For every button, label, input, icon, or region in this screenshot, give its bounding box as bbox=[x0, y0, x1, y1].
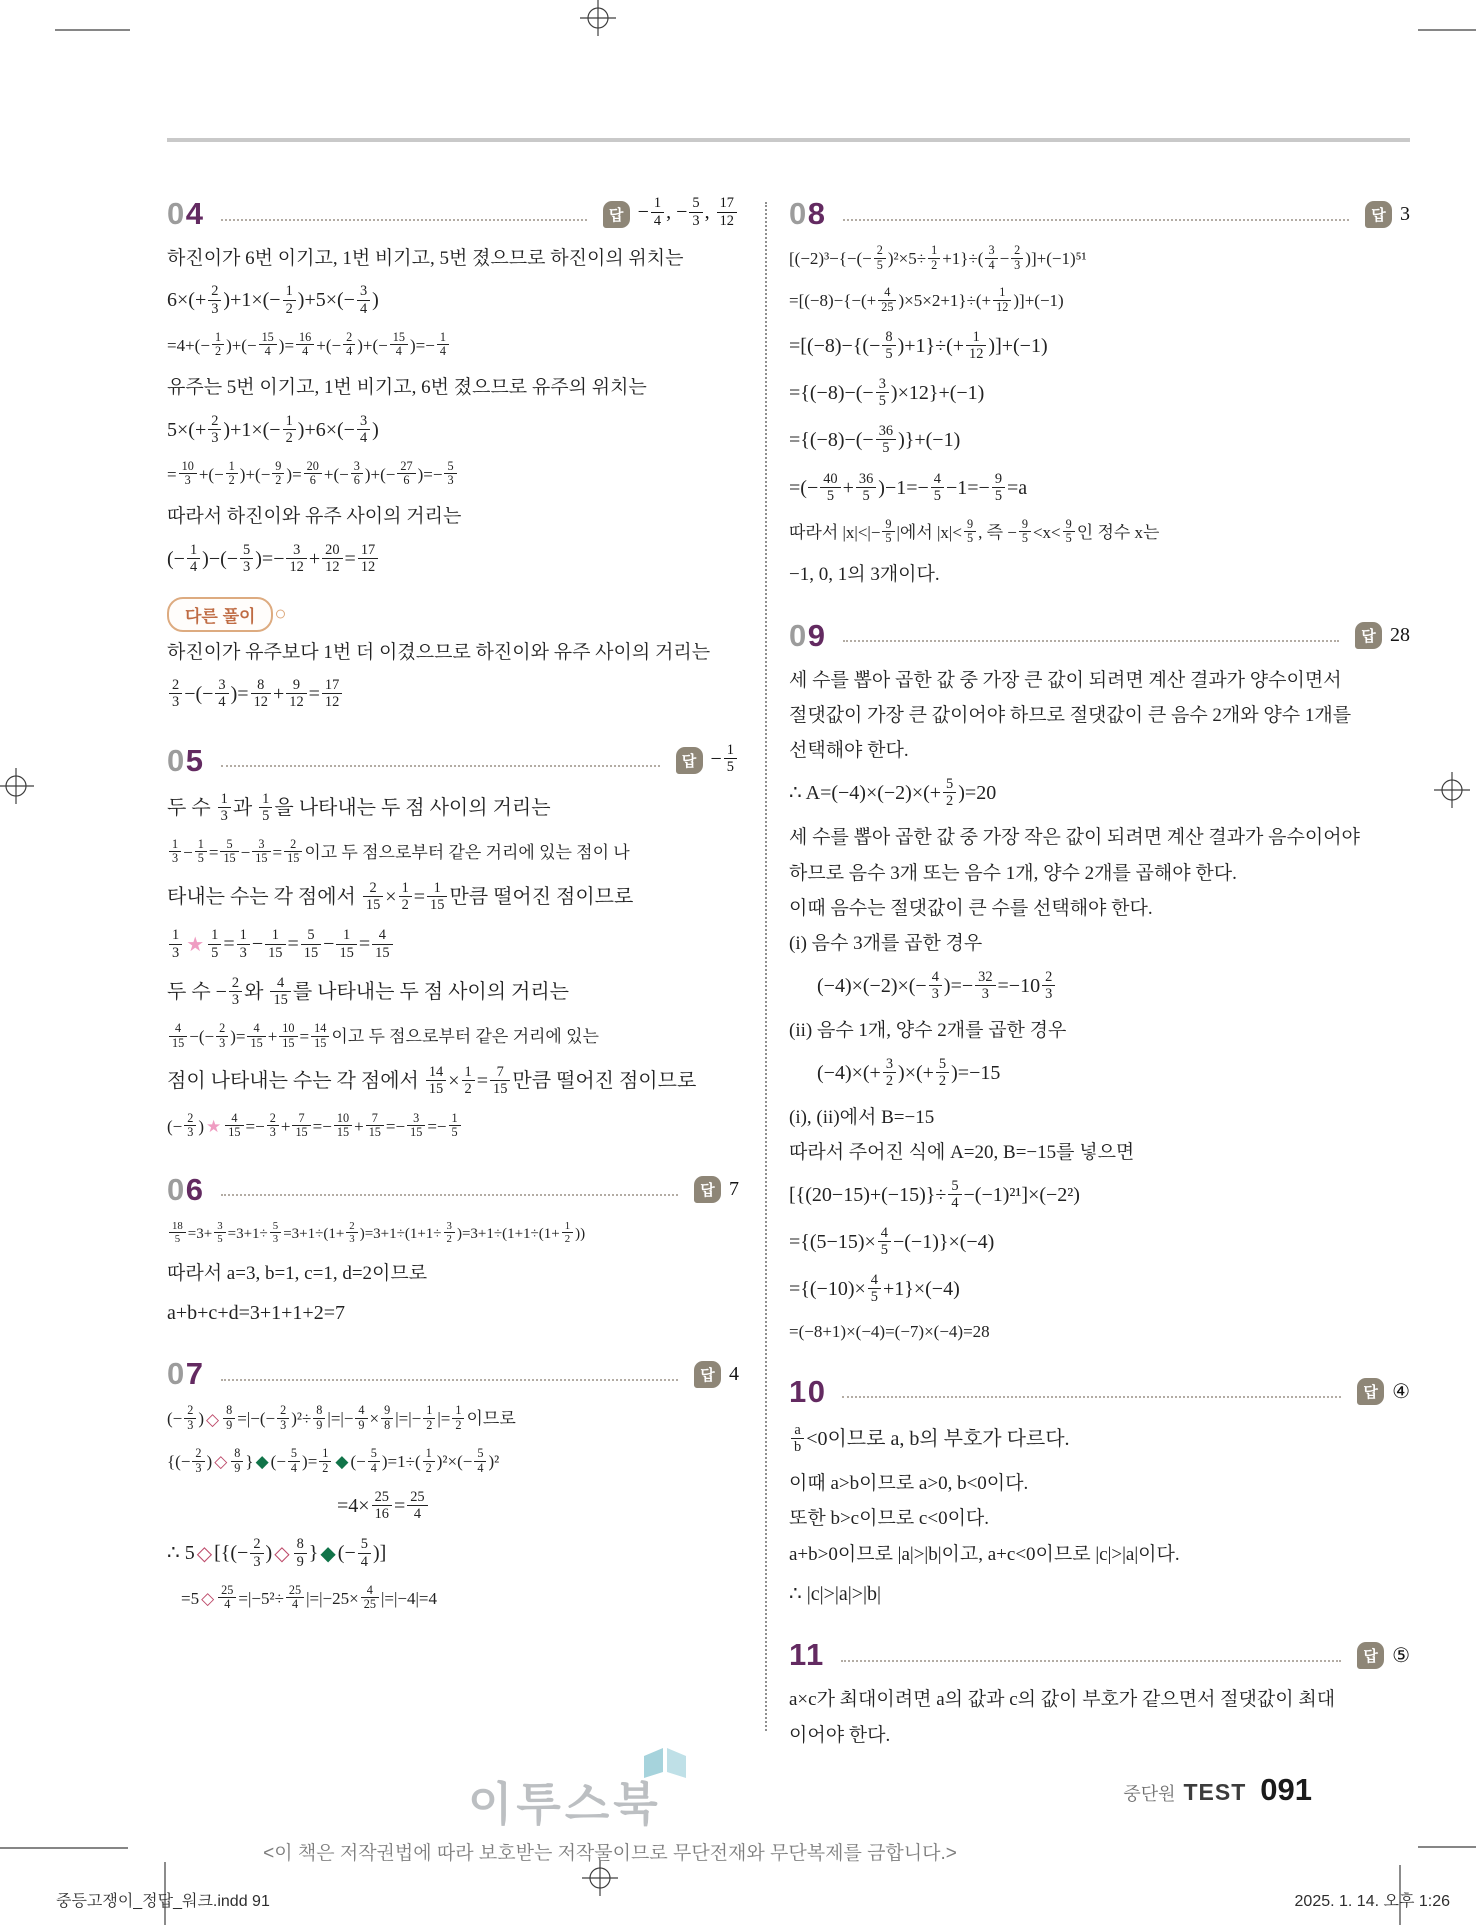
section-number: 09 bbox=[789, 617, 827, 653]
fraction: $\frac{2}{3}$ bbox=[192, 1447, 204, 1475]
solution-line: $\frac{4}{15}$ −(− $\frac{2}{3}$ )= $\frac{4}{15}$ + $\frac{10}{15}$ = $\frac{14}{15}$ 이고 두 점으로부터 같은 거리에 있는 bbox=[167, 1022, 739, 1054]
solution-line: = $\frac{10}{3}$ +(− $\frac{1}{2}$ )+(− $\frac{9}{2}$ )= $\frac{20}{6}$ +(− $\frac{3}{6}$ )+(− $\frac{27}{6}$ )=− $\frac{5}{3}$ bbox=[167, 460, 739, 492]
solution-line: =5 ◇ $\frac{25}{4}$ =|−5²÷ $\frac{25}{4}$ |=|−25× $\frac{4}{25}$ |=|−4|=4 bbox=[181, 1582, 437, 1612]
fraction: $\frac{1}{2}$ bbox=[452, 1404, 464, 1432]
problem-section-06 bbox=[167, 1172, 739, 1329]
solution-line: =[(−8)−{−(+ $\frac{4}{25}$ )×5×2+1}÷(+ $\frac{1}{12}$ )]+(−1) bbox=[789, 285, 1064, 315]
fraction: $\frac{36}{5}$ bbox=[856, 471, 876, 504]
fraction: $\frac{9}{5}$ bbox=[1063, 518, 1075, 546]
fraction: $\frac{1}{2}$ bbox=[283, 283, 296, 316]
fraction: $\frac{1}{15}$ bbox=[265, 927, 285, 960]
fraction: $\frac{1}{3}$ bbox=[169, 927, 182, 960]
section-header bbox=[167, 1172, 739, 1208]
fraction: $\frac{10}{15}$ bbox=[279, 1022, 297, 1050]
fraction: $\frac{4}{5}$ bbox=[878, 1225, 891, 1258]
dotted-leader bbox=[842, 1395, 1341, 1398]
solution-line: [{(20−15)+(−15)}÷ $\frac{5}{4}$ −(−1)²¹]×(−2²) bbox=[789, 1177, 1080, 1211]
problem-section-11 bbox=[789, 1637, 1410, 1750]
dotted-leader bbox=[843, 639, 1340, 642]
fraction: $\frac{1}{2}$ bbox=[399, 880, 412, 913]
fraction: $\frac{8}{5}$ bbox=[882, 329, 895, 362]
fraction: $\frac{5}{4}$ bbox=[474, 1447, 486, 1475]
section-header bbox=[789, 1637, 1410, 1673]
solution-line: (ii) 음수 1개, 양수 2개를 곱한 경우 bbox=[789, 1020, 1067, 1042]
fraction: $\frac{8}{12}$ bbox=[251, 677, 271, 710]
fraction: $\frac{8}{9}$ bbox=[313, 1404, 325, 1432]
section-number: 04 bbox=[167, 196, 205, 231]
fraction: $\frac{1}{5}$ bbox=[195, 838, 207, 866]
solution-line: 6×(+ $\frac{2}{3}$ )+1×(− $\frac{1}{2}$ )+5×(− $\frac{3}{4}$ ) bbox=[167, 283, 379, 317]
solution-line: 두 수 $\frac{1}{3}$ 과 $\frac{1}{5}$ 을 나타내는 두 점 사이의 거리는 bbox=[167, 790, 551, 824]
fraction: $\frac{5}{2}$ bbox=[943, 776, 956, 809]
page-footer-label bbox=[1123, 1772, 1312, 1808]
fraction: $\frac{1}{5}$ bbox=[259, 791, 272, 824]
fraction: $\frac{4}{9}$ bbox=[355, 1404, 367, 1432]
fraction: $\frac{1}{2}$ bbox=[226, 460, 238, 488]
fraction: $\frac{25}{4}$ bbox=[218, 1584, 236, 1612]
answer-badge bbox=[1355, 622, 1410, 649]
answer-badge bbox=[694, 1361, 739, 1388]
section-number: 05 bbox=[167, 742, 205, 778]
section-header bbox=[789, 1374, 1410, 1410]
fraction: $\frac{5}{3}$ bbox=[270, 1220, 281, 1245]
answer-badge-icon: 답 bbox=[603, 201, 630, 228]
fraction: $\frac{9}{5}$ bbox=[882, 518, 894, 546]
fraction: $\frac{9}{5}$ bbox=[1019, 518, 1031, 546]
solution-line: $\frac{a}{b}$ <0이므로 a, b의 부호가 다르다. bbox=[789, 1422, 1410, 1459]
fraction: $\frac{1}{5}$ bbox=[449, 1112, 461, 1140]
solution-line: a×c가 최대이려면 a의 값과 c의 값이 부호가 같으면서 절댓값이 최대 bbox=[789, 1689, 1336, 1711]
solution-line: 또한 b>c이므로 c<0이다. bbox=[789, 1508, 990, 1530]
fraction: $\frac{1}{2}$ bbox=[462, 1064, 475, 1097]
section-number: 11 bbox=[789, 1637, 825, 1673]
fraction: $\frac{5}{3}$ bbox=[689, 196, 702, 229]
alt-solution-label: 다른 풀이 bbox=[167, 597, 273, 632]
answer-value: 3 bbox=[1400, 202, 1410, 225]
section-number: 10 bbox=[789, 1373, 827, 1409]
solution-line: (− $\frac{2}{3}$ ) ★ $\frac{4}{15}$ =− $\frac{2}{3}$ + $\frac{7}{15}$ =− $\frac{10}{15}$ + $\frac{7}{15}$ =− $\frac{3}{15}$ =− $\frac{1}{5}$ bbox=[167, 1112, 739, 1144]
fraction: $\frac{1}{5}$ bbox=[208, 927, 221, 960]
fraction: $\frac{5}{2}$ bbox=[936, 1056, 949, 1089]
solution-line: −1, 0, 1의 3개이다. bbox=[789, 564, 940, 586]
filled-diamond-operator-icon: ◆ bbox=[255, 1451, 269, 1471]
solution-line: ={(5−15)× $\frac{4}{5}$ −(−1)}×(−4) bbox=[789, 1224, 995, 1259]
solution-line: 이어야 한다. bbox=[789, 1724, 891, 1746]
solution-line: a+b>0이므로 |a|>|b|이고, a+c<0이므로 |c|>|a|이다. bbox=[789, 1543, 1180, 1565]
solution-line: ∴ |c|>|a|>|b| bbox=[789, 1583, 882, 1606]
fraction: $\frac{2}{3}$ bbox=[216, 1022, 228, 1050]
fraction: $\frac{4}{25}$ bbox=[361, 1584, 379, 1612]
column-left bbox=[167, 196, 739, 1761]
solution-line: (− $\frac{1}{4}$ )−(− $\frac{5}{3}$ )=− $\frac{3}{12}$ + $\frac{20}{12}$ = $\frac{17}{12}$ bbox=[167, 542, 739, 579]
fraction: $\frac{14}{15}$ bbox=[311, 1022, 329, 1050]
dotted-leader bbox=[221, 764, 660, 767]
solution-line: (−4)×(+ $\frac{3}{2}$ )×(+ $\frac{5}{2}$ )=−15 bbox=[817, 1055, 1001, 1089]
fraction: $\frac{25}{4}$ bbox=[286, 1584, 304, 1612]
print-timestamp: 2025. 1. 14. 오후 1:26 bbox=[1294, 1893, 1450, 1910]
fraction: $\frac{5}{4}$ bbox=[368, 1447, 380, 1475]
solution-line: 따라서 |x|<|− $\frac{9}{5}$ |에서 |x|< $\frac{9}{5}$ , 즉 − $\frac{9}{5}$ <x< $\frac{9}{5}$ 인 정수 x는 bbox=[789, 516, 1160, 546]
fraction: $\frac{2}{3}$ bbox=[346, 1220, 357, 1245]
open-diamond-operator-icon: ◇ bbox=[201, 1588, 215, 1608]
fraction: $\frac{2}{3}$ bbox=[184, 1112, 196, 1140]
fraction: $\frac{1}{2}$ bbox=[283, 413, 296, 446]
fraction: $\frac{2}{4}$ bbox=[343, 331, 355, 359]
answer-badge bbox=[694, 1176, 739, 1203]
fraction: $\frac{2}{3}$ bbox=[229, 975, 242, 1008]
fraction: $\frac{17}{12}$ bbox=[322, 677, 342, 710]
solution-line: {(− $\frac{2}{3}$ ) ◇ $\frac{8}{9}$ } ◆ (− $\frac{5}{4}$ )= $\frac{1}{2}$ ◆ (− $\frac{5}{4}$ )=1÷( $\frac{1}{2}$ )²×(− $\frac{5}{4}$ )² bbox=[167, 1445, 500, 1475]
fraction: $\frac{32}{3}$ bbox=[975, 969, 995, 1002]
problem-section-08 bbox=[789, 196, 1410, 590]
fraction: $\frac{14}{15}$ bbox=[426, 1064, 446, 1097]
fraction: $\frac{7}{15}$ bbox=[292, 1112, 310, 1140]
section-number: 07 bbox=[167, 1356, 205, 1392]
answer-badge bbox=[1365, 201, 1410, 228]
problem-section-04 bbox=[167, 196, 739, 715]
solution-line: (−4)×(−2)×(− $\frac{4}{3}$ )=− $\frac{32}{3}$ =−10 $\frac{2}{3}$ bbox=[817, 969, 1410, 1006]
answer-badge bbox=[1357, 1378, 1410, 1405]
problem-section-10 bbox=[789, 1374, 1410, 1610]
solution-line: $\frac{1}{3}$ − $\frac{1}{5}$ = $\frac{5}{15}$ − $\frac{3}{15}$ = $\frac{2}{15}$ 이고 두 점으로부터 같은 거리에 있는 점이 나 bbox=[167, 838, 739, 870]
fraction: $\frac{9}{5}$ bbox=[964, 518, 976, 546]
solution-line: [(−2)³−{−(− $\frac{2}{5}$ )²×5÷ $\frac{1}{2}$ +1}÷( $\frac{3}{4}$ − $\frac{2}{3}$ )]+(−1)⁵¹ bbox=[789, 243, 1087, 272]
solution-line: =[(−8)−{(− $\frac{8}{5}$ )+1}÷(+ $\frac{1}{12}$ )]+(−1) bbox=[789, 328, 1048, 362]
fraction: $\frac{25}{4}$ bbox=[407, 1489, 427, 1522]
fraction: $\frac{10}{3}$ bbox=[179, 460, 197, 488]
fraction: $\frac{2}{15}$ bbox=[284, 838, 302, 866]
star-operator-icon: ★ bbox=[206, 1116, 222, 1136]
fraction: $\frac{1}{2}$ bbox=[319, 1447, 331, 1475]
fraction: $\frac{2}{3}$ bbox=[208, 413, 221, 446]
fraction: $\frac{4}{5}$ bbox=[931, 471, 944, 504]
chapter-label: 중단원 bbox=[1123, 1784, 1176, 1804]
section-number: 08 bbox=[789, 196, 827, 231]
solution-line: (i), (ii)에서 B=−15 bbox=[789, 1106, 935, 1128]
fraction: $\frac{3}{4}$ bbox=[357, 283, 370, 316]
fraction: $\frac{9}{12}$ bbox=[286, 677, 306, 710]
fraction: $\frac{36}{5}$ bbox=[876, 423, 896, 456]
fraction: $\frac{1}{12}$ bbox=[993, 286, 1011, 314]
fraction: $\frac{3}{5}$ bbox=[876, 376, 889, 409]
answer-value: 28 bbox=[1390, 624, 1410, 647]
solution-line: ={(−10)× $\frac{4}{5}$ +1}×(−4) bbox=[789, 1272, 960, 1306]
column-right bbox=[789, 196, 1410, 1761]
filled-diamond-operator-icon: ◆ bbox=[335, 1451, 349, 1471]
fraction: $\frac{1}{3}$ bbox=[169, 838, 181, 866]
header-rule bbox=[167, 138, 1410, 142]
solution-line: a+b+c+d=3+1+1+2=7 bbox=[167, 1302, 345, 1325]
answer-value: ④ bbox=[1392, 1381, 1410, 1404]
fraction: $\frac{2}{15}$ bbox=[363, 880, 383, 913]
solution-line: ∴ A=(−4)×(−2)×(+ $\frac{5}{2}$ )=20 bbox=[789, 775, 997, 809]
fraction: $\frac{16}{4}$ bbox=[296, 331, 314, 359]
solution-line: 절댓값이 가장 큰 값이어야 하므로 절댓값이 큰 음수 2개와 양수 1개를 bbox=[789, 705, 1352, 726]
fraction: $\frac{3}{4}$ bbox=[985, 244, 997, 272]
fraction: $\frac{3}{15}$ bbox=[252, 838, 270, 866]
solution-line: 두 수 − $\frac{2}{3}$ 와 $\frac{4}{15}$ 를 나타내는 두 점 사이의 거리는 bbox=[167, 974, 570, 1008]
column-divider bbox=[765, 202, 767, 1731]
answer-badge bbox=[676, 741, 739, 777]
fraction: $\frac{20}{6}$ bbox=[304, 460, 322, 488]
answer-badge-icon: 답 bbox=[676, 747, 703, 774]
fraction: $\frac{1}{15}$ bbox=[427, 880, 447, 913]
fraction: $\frac{20}{12}$ bbox=[322, 542, 342, 575]
publisher-logo-text: 이투스북 bbox=[468, 1778, 662, 1830]
fraction: $\frac{15}{4}$ bbox=[390, 331, 408, 359]
page-number: 091 bbox=[1260, 1772, 1312, 1807]
solution-line: 따라서 a=3, b=1, c=1, d=2이므로 bbox=[167, 1263, 428, 1285]
fraction: $\frac{1}{12}$ bbox=[966, 329, 986, 362]
fraction: $\frac{1}{15}$ bbox=[336, 927, 356, 960]
fraction: $\frac{1}{2}$ bbox=[423, 1404, 435, 1432]
answer-badge-icon: 답 bbox=[1355, 622, 1382, 649]
dotted-leader bbox=[221, 1378, 679, 1381]
solution-line: $\frac{1}{3}$ ★ $\frac{1}{5}$ = $\frac{1}{3}$ − $\frac{1}{15}$ = $\frac{5}{15}$ − $\frac{1}{15}$ = $\frac{4}{15}$ bbox=[167, 927, 739, 964]
star-operator-icon: ★ bbox=[186, 933, 205, 956]
solution-line: ∴ 5 ◇ [{(− $\frac{2}{3}$ ) ◇ $\frac{8}{9}$ } ◆ (− $\frac{5}{4}$ )] bbox=[167, 1536, 387, 1570]
fraction: $\frac{9}{8}$ bbox=[381, 1404, 393, 1432]
fraction: $\frac{1}{3}$ bbox=[218, 791, 231, 824]
solution-line: 하진이가 유주보다 1번 더 이겼으므로 하진이와 유주 사이의 거리는 bbox=[167, 641, 711, 663]
fraction: $\frac{3}{2}$ bbox=[883, 1056, 896, 1089]
answer-badge-icon: 답 bbox=[1365, 201, 1392, 228]
fraction: $\frac{5}{3}$ bbox=[444, 460, 456, 488]
fraction: $\frac{9}{2}$ bbox=[272, 460, 284, 488]
section-number: 06 bbox=[167, 1171, 205, 1207]
section-header bbox=[167, 196, 739, 232]
solution-line: $\frac{18}{5}$ =3+ $\frac{3}{5}$ =3+1÷ $\frac{5}{3}$ =3+1÷(1+ $\frac{2}{3}$ )=3+1÷(1+1÷ $\frac{3}{2}$ )=3+1÷(1+1÷(1+ $\frac{1}{2}$ )) bbox=[167, 1220, 739, 1249]
section-header bbox=[167, 743, 739, 779]
answer-badge-icon: 답 bbox=[694, 1361, 721, 1388]
fraction: $\frac{5}{15}$ bbox=[301, 927, 321, 960]
solution-line: 점이 나타내는 수는 각 점에서 $\frac{14}{15}$ × $\frac{1}{2}$ = $\frac{7}{15}$ 만큼 떨어진 점이므로 bbox=[167, 1064, 697, 1098]
fraction: $\frac{2}{3}$ bbox=[1042, 969, 1055, 1002]
problem-section-09 bbox=[789, 618, 1410, 1346]
fraction: $\frac{2}{3}$ bbox=[184, 1404, 196, 1432]
fraction: $\frac{3}{15}$ bbox=[407, 1112, 425, 1140]
publisher-logo bbox=[468, 1768, 662, 1834]
fraction: $\frac{10}{15}$ bbox=[334, 1112, 352, 1140]
answer-badge-icon: 답 bbox=[1357, 1378, 1384, 1405]
fraction: $\frac{3}{5}$ bbox=[214, 1220, 225, 1245]
solution-line: (i) 음수 3개를 곱한 경우 bbox=[789, 933, 983, 955]
answer-badge-icon: 답 bbox=[694, 1176, 721, 1203]
fraction: $\frac{4}{15}$ bbox=[270, 975, 290, 1008]
solution-line: 유주는 5번 이기고, 1번 비기고, 6번 졌으므로 유주의 위치는 bbox=[167, 377, 647, 399]
fraction: $\frac{4}{15}$ bbox=[225, 1112, 243, 1140]
print-filename: 중등고쟁이_정답_워크.indd 91 bbox=[56, 1893, 270, 1910]
solution-line: 따라서 주어진 식에 A=20, B=−15를 넣으면 bbox=[789, 1142, 1135, 1164]
section-header bbox=[789, 618, 1410, 654]
solution-line: 선택해야 한다. bbox=[789, 740, 909, 762]
solution-line: 세 수를 뽑아 곱한 값 중 가장 작은 값이 되려면 계산 결과가 음수이어야 bbox=[789, 827, 1360, 849]
fraction: $\frac{27}{6}$ bbox=[397, 460, 415, 488]
fraction: $\frac{1}{2}$ bbox=[212, 331, 224, 359]
fraction: $\frac{3}{4}$ bbox=[357, 413, 370, 446]
section-header bbox=[167, 1356, 739, 1392]
fraction: $\frac{8}{9}$ bbox=[223, 1404, 235, 1432]
fraction: $\frac{2}{3}$ bbox=[277, 1404, 289, 1432]
answer-badge-icon: 답 bbox=[1357, 1642, 1384, 1669]
fraction: $\frac{3}{6}$ bbox=[351, 460, 363, 488]
fraction: $\frac{15}{4}$ bbox=[259, 331, 277, 359]
solution-line: (− $\frac{2}{3}$ ) ◇ $\frac{8}{9}$ =|−(− $\frac{2}{3}$ )²÷ $\frac{8}{9}$ |=|− $\frac{4}{9}$ × $\frac{9}{8}$ |=|− $\frac{1}{2}$ |= $\frac{1}{2}$ 이므로 bbox=[167, 1403, 516, 1433]
solution-line: 하므로 음수 3개 또는 음수 1개, 양수 2개를 곱해야 한다. bbox=[789, 862, 1237, 884]
open-diamond-operator-icon: ◇ bbox=[206, 1409, 220, 1429]
fraction: $\frac{4}{15}$ bbox=[372, 927, 392, 960]
fraction: $\frac{3}{4}$ bbox=[215, 677, 228, 710]
solution-line: =4× $\frac{25}{16}$ = $\frac{25}{4}$ bbox=[337, 1489, 739, 1526]
solution-line: 5×(+ $\frac{2}{3}$ )+1×(− $\frac{1}{2}$ )+6×(− $\frac{3}{4}$ ) bbox=[167, 412, 379, 446]
answer-value: 7 bbox=[729, 1178, 739, 1201]
solution-line: =(−8+1)×(−4)=(−7)×(−4)=28 bbox=[789, 1322, 990, 1342]
dotted-leader bbox=[841, 1659, 1341, 1662]
fraction: $\frac{7}{15}$ bbox=[490, 1064, 510, 1097]
solution-line: 세 수를 뽑아 곱한 값 중 가장 큰 값이 되려면 계산 결과가 양수이면서 bbox=[789, 669, 1342, 691]
fraction: $\frac{5}{4}$ bbox=[948, 1178, 961, 1211]
problem-section-07 bbox=[167, 1356, 739, 1616]
fraction: $\frac{2}{3}$ bbox=[1011, 244, 1023, 272]
fraction: $\frac{2}{3}$ bbox=[250, 1536, 263, 1569]
answer-value: − $\frac{1}{4}$ , − $\frac{5}{3}$ , $\frac{17}{12}$ bbox=[638, 197, 739, 230]
fraction: $\frac{1}{2}$ bbox=[562, 1220, 573, 1245]
two-column-content bbox=[167, 196, 1410, 1761]
answer-badge bbox=[603, 197, 739, 230]
fraction: $\frac{9}{5}$ bbox=[992, 471, 1005, 504]
solution-line: $\frac{2}{3}$ −(− $\frac{3}{4}$ )= $\frac{8}{12}$ + $\frac{9}{12}$ = $\frac{17}{12}$ bbox=[167, 677, 739, 714]
fraction: $\frac{3}{2}$ bbox=[444, 1220, 455, 1245]
solution-line: ={(−8)−(− $\frac{36}{5}$ )}+(−1) bbox=[789, 423, 961, 457]
fraction: $\frac{8}{9}$ bbox=[294, 1536, 307, 1569]
fraction: $\frac{2}{5}$ bbox=[874, 244, 886, 272]
answer-badge bbox=[1357, 1642, 1410, 1669]
fraction: $\frac{4}{25}$ bbox=[878, 286, 896, 314]
fraction: $\frac{2}{3}$ bbox=[169, 677, 182, 710]
solution-line: 타내는 수는 각 점에서 $\frac{2}{15}$ × $\frac{1}{2}$ = $\frac{1}{15}$ 만큼 떨어진 점이므로 bbox=[167, 880, 634, 914]
copyright-text: <이 책은 저작권법에 따라 보호받는 저작물이므로 무단전재와 무단복제를 금합니다.> bbox=[263, 1843, 957, 1864]
fraction: $\frac{1}{3}$ bbox=[237, 927, 250, 960]
fraction: $\frac{1}{4}$ bbox=[437, 331, 449, 359]
problem-section-05 bbox=[167, 743, 739, 1144]
fraction: $\frac{18}{5}$ bbox=[169, 1220, 186, 1245]
fraction: $\frac{5}{4}$ bbox=[288, 1447, 300, 1475]
fraction: $\frac{a}{b}$ bbox=[791, 1422, 804, 1455]
answer-value: − $\frac{1}{5}$ bbox=[711, 744, 739, 777]
answer-value: 4 bbox=[729, 1362, 739, 1385]
fraction: $\frac{1}{4}$ bbox=[187, 542, 200, 575]
fraction: $\frac{25}{16}$ bbox=[372, 1489, 392, 1522]
fraction: $\frac{7}{15}$ bbox=[366, 1112, 384, 1140]
solution-line: =(− $\frac{40}{5}$ + $\frac{36}{5}$ )−1=− $\frac{4}{5}$ −1=− $\frac{9}{5}$ =a bbox=[789, 470, 1028, 504]
fraction: $\frac{2}{3}$ bbox=[267, 1112, 279, 1140]
fraction: $\frac{1}{4}$ bbox=[651, 196, 664, 229]
fraction: $\frac{4}{15}$ bbox=[247, 1022, 265, 1050]
solution-line: ={(−8)−(− $\frac{3}{5}$ )×12}+(−1) bbox=[789, 376, 985, 410]
fraction: $\frac{40}{5}$ bbox=[820, 471, 840, 504]
fraction: $\frac{5}{4}$ bbox=[358, 1536, 371, 1569]
answer-value: ⑤ bbox=[1392, 1644, 1410, 1667]
alt-solution-box bbox=[167, 597, 739, 715]
solution-line: 이때 음수는 절댓값이 큰 수를 선택해야 한다. bbox=[789, 898, 1153, 919]
dotted-leader bbox=[221, 218, 587, 221]
fraction: $\frac{5}{3}$ bbox=[240, 542, 253, 575]
fraction: $\frac{2}{3}$ bbox=[208, 283, 221, 316]
fraction: $\frac{1}{5}$ bbox=[724, 742, 737, 775]
fraction: $\frac{4}{3}$ bbox=[929, 969, 942, 1002]
fraction: $\frac{17}{12}$ bbox=[717, 196, 737, 229]
filled-diamond-operator-icon: ◆ bbox=[320, 1542, 336, 1565]
fraction: $\frac{1}{2}$ bbox=[928, 244, 940, 272]
book-icon bbox=[642, 1746, 688, 1780]
fraction: $\frac{3}{12}$ bbox=[286, 542, 306, 575]
solution-line: 따라서 하진이와 유주 사이의 거리는 bbox=[167, 506, 462, 528]
dotted-leader bbox=[221, 1193, 679, 1196]
open-diamond-operator-icon: ◇ bbox=[274, 1542, 290, 1565]
fraction: $\frac{5}{15}$ bbox=[220, 838, 238, 866]
open-diamond-operator-icon: ◇ bbox=[196, 1542, 213, 1565]
solution-line: 이때 a>b이므로 a>0, b<0이다. bbox=[789, 1472, 1029, 1494]
solution-line: 하진이가 6번 이기고, 1번 비기고, 5번 졌으므로 하진이의 위치는 bbox=[167, 248, 684, 269]
section-header bbox=[789, 196, 1410, 232]
dotted-leader bbox=[843, 218, 1350, 221]
fraction: $\frac{1}{2}$ bbox=[423, 1447, 435, 1475]
fraction: $\frac{8}{9}$ bbox=[231, 1447, 243, 1475]
fraction: $\frac{17}{12}$ bbox=[358, 542, 378, 575]
test-label: TEST bbox=[1183, 1779, 1247, 1805]
solution-line: =4+(− $\frac{1}{2}$ )+(− $\frac{15}{4}$ )= $\frac{16}{4}$ +(− $\frac{2}{4}$ )+(− $\frac{15}{4}$ )=− $\frac{1}{4}$ bbox=[167, 331, 739, 363]
open-diamond-operator-icon: ◇ bbox=[214, 1451, 228, 1471]
fraction: $\frac{4}{5}$ bbox=[868, 1272, 881, 1305]
fraction: $\frac{4}{15}$ bbox=[169, 1022, 187, 1050]
